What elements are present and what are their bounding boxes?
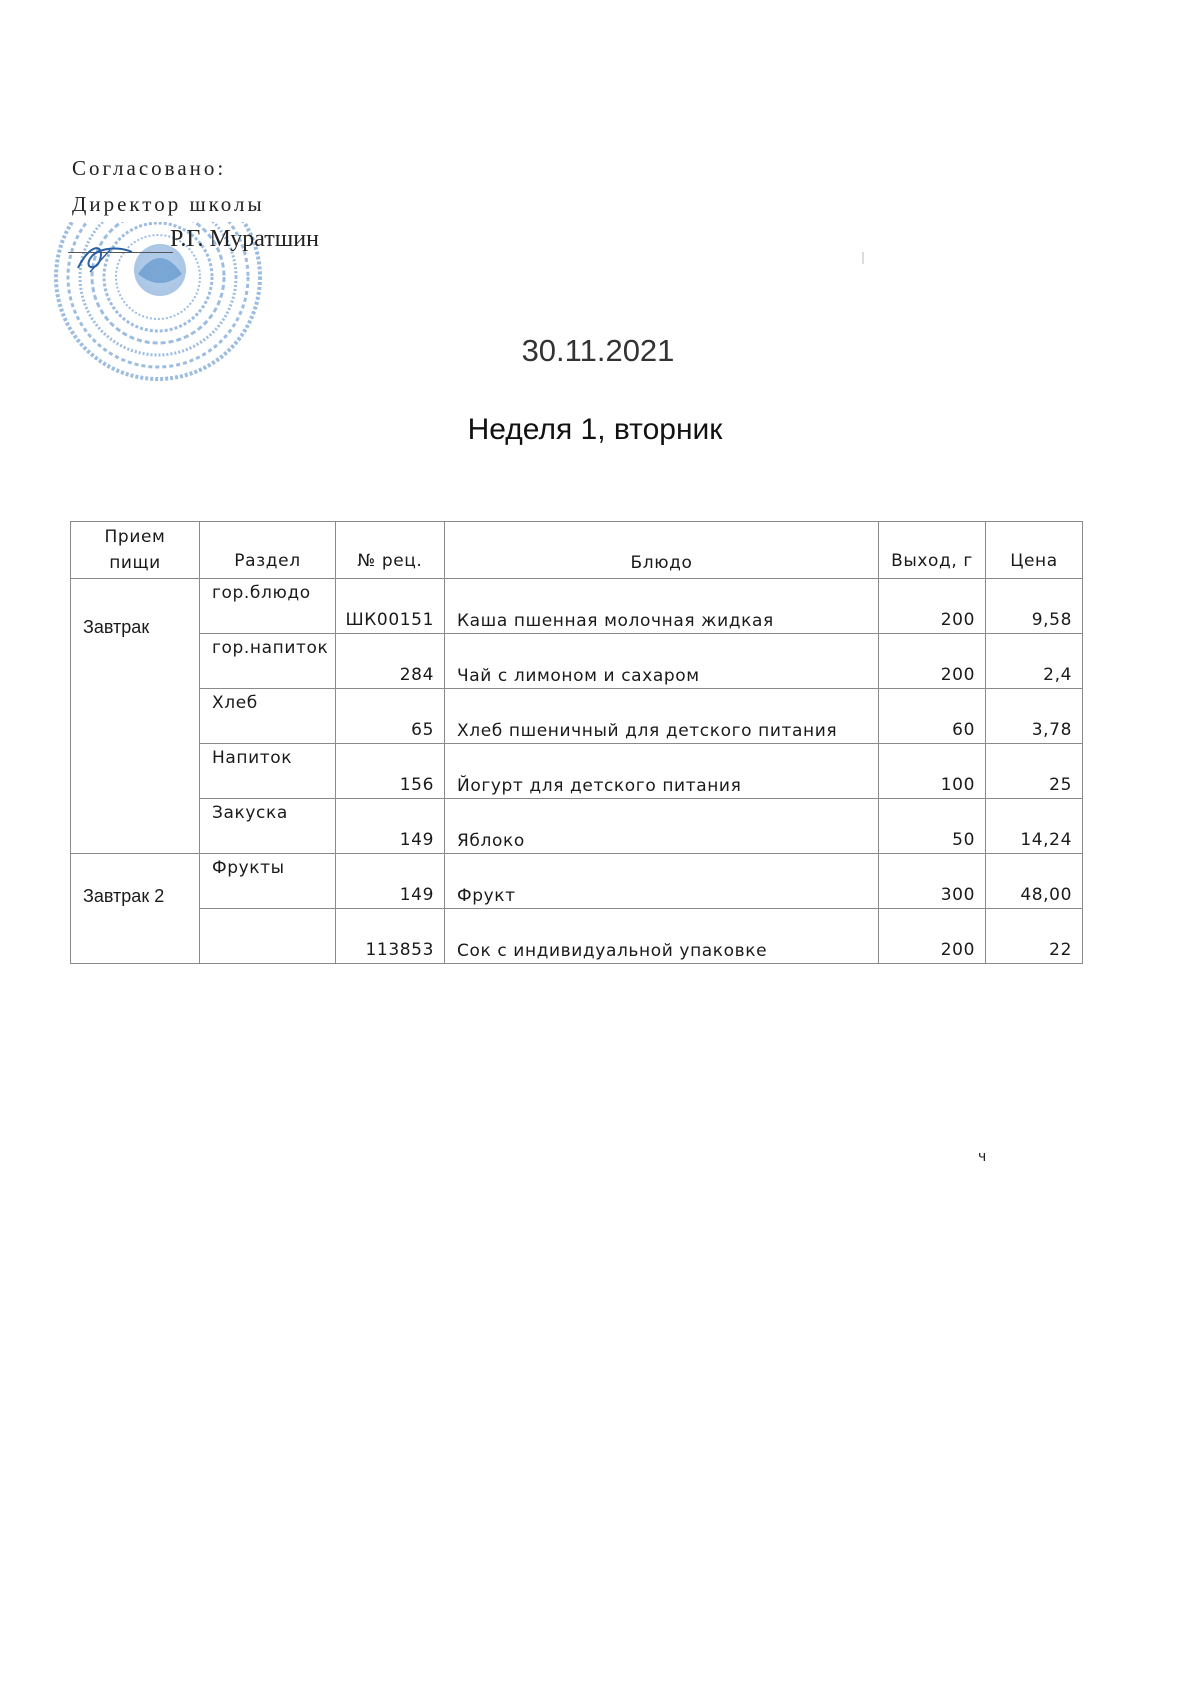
section-cell xyxy=(200,909,336,964)
yield-cell: 50 xyxy=(879,799,986,854)
dish-cell: Яблоко xyxy=(445,799,879,854)
section-cell: Фрукты xyxy=(200,854,336,909)
price-cell: 22 xyxy=(986,909,1083,964)
scan-artifact xyxy=(862,252,864,264)
table-row xyxy=(71,799,1083,854)
yield-cell: 100 xyxy=(879,744,986,799)
price-cell: 48,00 xyxy=(986,854,1083,909)
price-cell: 9,58 xyxy=(986,579,1083,634)
table-row xyxy=(71,854,1083,909)
header-meal-line2: пищи xyxy=(109,553,161,573)
approval-label: Согласовано: xyxy=(72,156,227,180)
table-row xyxy=(71,744,1083,799)
meal-breakfast: Завтрак xyxy=(71,579,200,854)
header-recipe: № рец. xyxy=(336,522,445,579)
section-cell: Напиток xyxy=(200,744,336,799)
price-cell: 14,24 xyxy=(986,799,1083,854)
dish-cell: Чай с лимоном и сахаром xyxy=(445,634,879,689)
table-row xyxy=(71,579,1083,634)
section-cell: Хлеб xyxy=(200,689,336,744)
price-cell: 25 xyxy=(986,744,1083,799)
price-cell: 2,4 xyxy=(986,634,1083,689)
director-title: Директор школы xyxy=(72,192,265,216)
table-header-row xyxy=(71,522,1083,579)
dish-cell: Хлеб пшеничный для детского питания xyxy=(445,689,879,744)
stray-mark: ч xyxy=(978,1149,987,1165)
header-meal xyxy=(71,522,200,579)
section-cell: Закуска xyxy=(200,799,336,854)
dish-cell: Фрукт xyxy=(445,854,879,909)
header-price: Цена xyxy=(986,522,1083,579)
dish-cell: Йогурт для детского питания xyxy=(445,744,879,799)
date-text: 30.11.2021 xyxy=(521,333,675,368)
recipe-cell: 284 xyxy=(336,634,445,689)
yield-cell: 200 xyxy=(879,909,986,964)
yield-cell: 200 xyxy=(879,579,986,634)
yield-cell: 60 xyxy=(879,689,986,744)
week-day-title: Неделя 1, вторник xyxy=(467,413,723,446)
table-row xyxy=(71,909,1083,964)
signature-icon xyxy=(70,238,140,278)
price-cell: 3,78 xyxy=(986,689,1083,744)
table-row xyxy=(71,689,1083,744)
section-cell: гор.напиток xyxy=(200,634,336,689)
recipe-cell: 149 xyxy=(336,854,445,909)
dish-cell: Каша пшенная молочная жидкая xyxy=(445,579,879,634)
recipe-cell: ШК00151 xyxy=(336,579,445,634)
yield-cell: 300 xyxy=(879,854,986,909)
section-cell: гор.блюдо xyxy=(200,579,336,634)
header-section: Раздел xyxy=(200,522,336,579)
header-meal-line1: Прием xyxy=(104,527,166,547)
header-dish: Блюдо xyxy=(445,522,879,579)
yield-cell: 200 xyxy=(879,634,986,689)
recipe-cell: 149 xyxy=(336,799,445,854)
recipe-cell: 65 xyxy=(336,689,445,744)
recipe-cell: 113853 xyxy=(336,909,445,964)
meal-breakfast-2: Завтрак 2 xyxy=(71,854,200,964)
header-yield: Выход, г xyxy=(879,522,986,579)
table-row xyxy=(71,634,1083,689)
dish-cell: Сок с индивидуальной упаковке xyxy=(445,909,879,964)
director-name: Р.Г. Муратшин xyxy=(170,226,319,252)
menu-table xyxy=(70,521,1083,964)
recipe-cell: 156 xyxy=(336,744,445,799)
